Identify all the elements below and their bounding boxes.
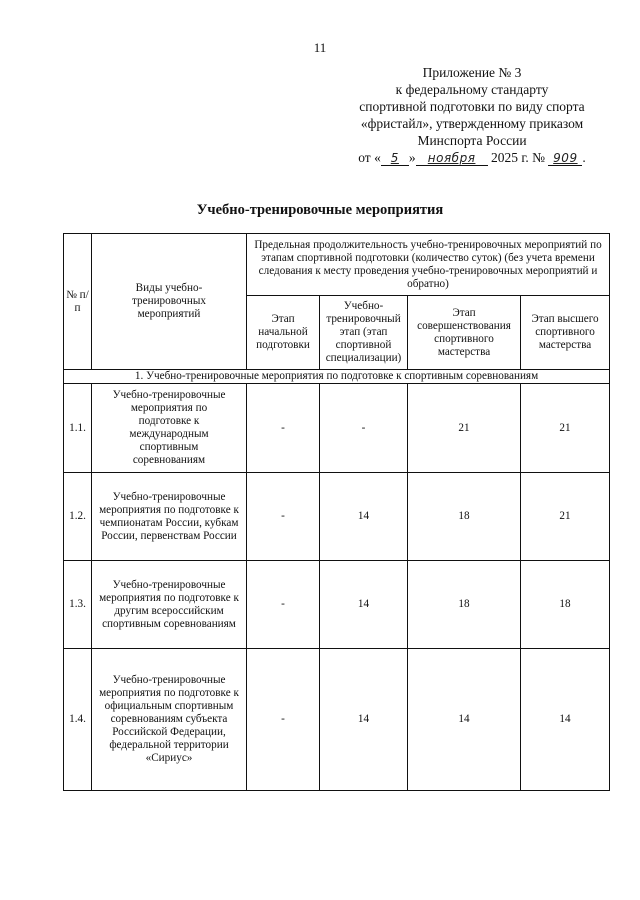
date-year: 2025 г. № xyxy=(490,150,545,165)
row-value: 14 xyxy=(320,649,408,791)
row-number: 1.1. xyxy=(64,384,92,473)
row-value: 18 xyxy=(521,561,610,649)
document-title: Учебно-тренировочные мероприятия xyxy=(196,202,444,218)
row-name-text: Учебно-тренировочные мероприятия по подготовке к официальным спортивным соревнованиям субъекта Российской Федерации, федеральной территории «Сириус» xyxy=(99,674,239,764)
date-month-handwritten: ноября xyxy=(416,151,488,166)
row-value: - xyxy=(247,384,320,473)
appendix-line: к федеральному стандарту xyxy=(395,82,549,97)
header-num xyxy=(64,234,92,370)
header-stage-label: Этап начальной подготовки xyxy=(256,313,310,351)
appendix-line: Минспорта России xyxy=(417,133,527,148)
header-stage-1 xyxy=(247,296,320,370)
appendix-line: спортивной подготовки по виду спорта xyxy=(359,99,585,114)
row-value: 14 xyxy=(320,561,408,649)
row-number: 1.2. xyxy=(64,473,92,561)
header-stage-3 xyxy=(408,296,521,370)
header-duration-label: Предельная продолжительность учебно-тренировочных мероприятий по этапам спортивной подготовки (количество суток) (без учета времени следования к месту проведения учебно-тренировочных мероприятий и обратно) xyxy=(254,238,602,290)
header-stage-2 xyxy=(320,296,408,370)
row-value: 14 xyxy=(320,473,408,561)
appendix-line: «фристайл», утвержденному приказом xyxy=(360,116,584,131)
date-mid: » xyxy=(408,150,416,165)
table-row xyxy=(64,384,610,473)
row-name xyxy=(92,561,247,649)
date-day-handwritten: 5 xyxy=(381,151,409,166)
page-number: 11 xyxy=(313,40,327,55)
appendix-date-line xyxy=(330,149,614,166)
row-value: 18 xyxy=(408,473,521,561)
row-value: 21 xyxy=(408,384,521,473)
header-num-label: № п/п xyxy=(66,288,89,314)
header-kind-label: Виды учебно-тренировочных мероприятий xyxy=(132,282,206,320)
row-name-text: Учебно-тренировочные мероприятия по подготовке к другим всероссийским спортивным соревнованиям xyxy=(99,578,239,630)
row-number: 1.4. xyxy=(64,649,92,791)
row-number: 1.3. xyxy=(64,561,92,649)
header-duration-group xyxy=(247,234,610,296)
training-events-table xyxy=(63,233,610,791)
date-prefix: от « xyxy=(358,150,381,165)
appendix-header xyxy=(330,64,614,166)
table-row xyxy=(64,561,610,649)
header-stage-label: Этап совершенствования спортивного мастерства xyxy=(417,306,511,358)
row-name xyxy=(92,384,247,473)
row-value: 14 xyxy=(521,649,610,791)
row-name-text: Учебно-тренировочные мероприятия по подготовке к чемпионатам России, кубкам России, первенствам России xyxy=(99,490,239,542)
appendix-line: Приложение № 3 xyxy=(422,65,522,80)
header-stage-label: Учебно-тренировочный этап (этап спортивной специализации) xyxy=(325,300,402,364)
row-name xyxy=(92,473,247,561)
table-row xyxy=(64,473,610,561)
row-value: - xyxy=(247,473,320,561)
date-suffix: . xyxy=(582,150,586,165)
row-value: - xyxy=(247,561,320,649)
row-value: 21 xyxy=(521,384,610,473)
section-heading-label: 1. Учебно-тренировочные мероприятия по подготовке к спортивным соревнованиям xyxy=(134,370,539,382)
section-heading xyxy=(64,370,610,384)
row-name xyxy=(92,649,247,791)
row-value: 21 xyxy=(521,473,610,561)
row-value: 14 xyxy=(408,649,521,791)
header-kind xyxy=(92,234,247,370)
row-value: - xyxy=(247,649,320,791)
row-name-text: Учебно-тренировочные мероприятия по подготовке к международным спортивным соревнованиям xyxy=(112,389,226,466)
order-number-handwritten: 909 xyxy=(548,151,582,166)
row-value: - xyxy=(320,384,408,473)
header-stage-4 xyxy=(521,296,610,370)
header-stage-label: Этап высшего спортивного мастерства xyxy=(531,313,599,351)
row-value: 18 xyxy=(408,561,521,649)
table-row xyxy=(64,649,610,791)
